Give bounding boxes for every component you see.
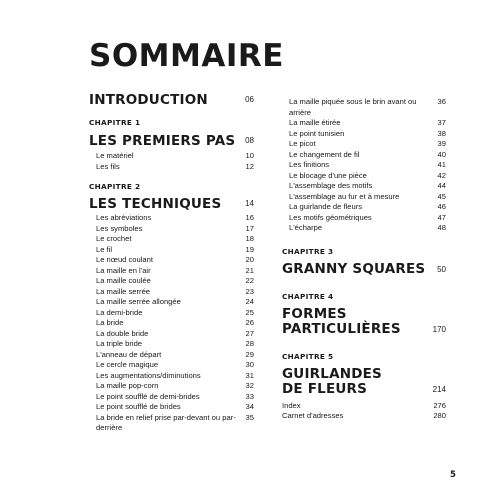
toc-item-page: 21 bbox=[245, 265, 254, 275]
toc-item-page: 34 bbox=[245, 402, 254, 411]
page-title: SOMMAIRE bbox=[89, 38, 284, 74]
toc-item-page: 36 bbox=[437, 97, 446, 106]
toc-item-page: 35 bbox=[245, 412, 254, 422]
toc-item-page: 27 bbox=[245, 328, 254, 338]
toc-item-page: 40 bbox=[437, 149, 446, 159]
toc-item[interactable] bbox=[89, 276, 254, 287]
toc-item-label: L'assemblage au fur et à mesure bbox=[289, 191, 400, 201]
toc-item[interactable] bbox=[282, 160, 446, 171]
toc-item[interactable] bbox=[89, 266, 254, 277]
toc-left-column bbox=[89, 93, 254, 434]
toc-item-label: Le nœud coulant bbox=[96, 255, 153, 264]
toc-item-label: La guirlande de fleurs bbox=[289, 202, 363, 211]
toc-item-page: 46 bbox=[437, 202, 446, 211]
toc-item-label: Carnet d'adresses bbox=[282, 411, 344, 420]
toc-item-page: 26 bbox=[245, 318, 254, 327]
toc-item-page: 18 bbox=[245, 234, 254, 243]
toc-item-page: 20 bbox=[245, 255, 254, 264]
toc-item-label: La maille pop-corn bbox=[96, 381, 159, 390]
toc-chapter-1-entry[interactable] bbox=[89, 134, 254, 149]
toc-item[interactable] bbox=[282, 139, 446, 150]
toc-item-label: La maille serrée bbox=[96, 286, 151, 296]
toc-item[interactable] bbox=[89, 392, 254, 403]
toc-item-label: La bride bbox=[96, 318, 124, 327]
toc-item-label: La triple bride bbox=[96, 339, 143, 348]
chapter-label: CHAPITRE 3 bbox=[282, 246, 334, 256]
toc-item[interactable] bbox=[282, 411, 446, 422]
toc-item-page: 33 bbox=[245, 391, 254, 401]
toc-item-page: 38 bbox=[437, 128, 446, 138]
toc-item-page: 12 bbox=[245, 161, 254, 171]
toc-item-label: L'écharpe bbox=[289, 223, 323, 232]
toc-item[interactable] bbox=[89, 234, 254, 245]
toc-item-label: L'assemblage des motifs bbox=[289, 181, 373, 190]
toc-item[interactable] bbox=[89, 329, 254, 340]
toc-item-page: 42 bbox=[437, 170, 446, 180]
toc-item-page: 28 bbox=[245, 339, 254, 348]
toc-item-page: 24 bbox=[245, 297, 254, 306]
toc-item-label: Les finitions bbox=[289, 160, 330, 169]
section-heading: LES TECHNIQUES bbox=[89, 196, 222, 212]
toc-item-label: Index bbox=[282, 400, 301, 410]
toc-item-page: 41 bbox=[437, 160, 446, 169]
toc-item-page: 45 bbox=[437, 191, 446, 201]
toc-item[interactable] bbox=[89, 360, 254, 371]
toc-item[interactable] bbox=[282, 192, 446, 203]
toc-chapter-5-entry[interactable] bbox=[282, 367, 446, 397]
toc-item[interactable] bbox=[282, 213, 446, 224]
toc-item[interactable] bbox=[89, 224, 254, 235]
toc-item[interactable] bbox=[282, 223, 446, 234]
toc-item-label: Les symboles bbox=[96, 223, 143, 233]
toc-item[interactable] bbox=[89, 318, 254, 329]
section-heading: FORMES PARTICULIÈRES bbox=[282, 305, 401, 337]
toc-item-page: 276 bbox=[433, 400, 446, 410]
toc-item-label: La maille en l'air bbox=[96, 265, 151, 275]
toc-item[interactable] bbox=[282, 181, 446, 192]
toc-item-label: Les augmentations/diminutions bbox=[96, 370, 201, 380]
toc-item[interactable] bbox=[282, 129, 446, 140]
toc-item-label: La maille serrée allongée bbox=[96, 297, 181, 306]
toc-item-label: Le point soufflé de brides bbox=[96, 402, 181, 411]
toc-item-label: La maille coulée bbox=[96, 276, 151, 285]
toc-item-page: 30 bbox=[245, 360, 254, 369]
toc-item[interactable] bbox=[282, 97, 446, 118]
toc-chapter-3-entry[interactable] bbox=[282, 262, 446, 277]
toc-item-page: 23 bbox=[245, 286, 254, 296]
toc-item-label: L'anneau de départ bbox=[96, 349, 162, 359]
toc-item-page: 17 bbox=[245, 223, 254, 233]
toc-item[interactable] bbox=[89, 350, 254, 361]
toc-chapter-2-entry[interactable] bbox=[89, 197, 254, 212]
toc-item-page: 22 bbox=[245, 276, 254, 285]
toc-item-label: La bride en relief prise par-devant ou par-derrière bbox=[96, 412, 236, 432]
toc-item-page: 37 bbox=[437, 118, 446, 127]
toc-item-page: 19 bbox=[245, 244, 254, 254]
toc-item-label: Le crochet bbox=[96, 234, 132, 243]
toc-item-label: Le point soufflé de demi-brides bbox=[96, 391, 200, 401]
section-heading: GUIRLANDES DE FLEURS bbox=[282, 365, 382, 397]
toc-item-label: La demi-bride bbox=[96, 307, 143, 317]
toc-item-page: 44 bbox=[437, 181, 446, 190]
toc-item-label: Le matériel bbox=[96, 151, 134, 160]
page-ref: 50 bbox=[437, 264, 446, 274]
toc-item[interactable] bbox=[89, 245, 254, 256]
toc-item-label: Les abréviations bbox=[96, 213, 152, 222]
page-ref: 08 bbox=[245, 136, 254, 145]
toc-item-label: Le fil bbox=[96, 244, 113, 254]
chapter-label: CHAPITRE 1 bbox=[89, 118, 141, 127]
toc-item[interactable] bbox=[89, 213, 254, 224]
toc-intro-entry[interactable] bbox=[89, 93, 254, 108]
toc-item-label: La double bride bbox=[96, 328, 149, 338]
section-heading: LES PREMIERS PAS bbox=[89, 133, 236, 149]
toc-item[interactable] bbox=[89, 402, 254, 413]
toc-item[interactable] bbox=[282, 150, 446, 161]
toc-item-page: 280 bbox=[433, 411, 446, 420]
toc-item-label: Les motifs géométriques bbox=[289, 212, 372, 222]
toc-item-page: 10 bbox=[245, 151, 254, 160]
toc-item[interactable] bbox=[282, 401, 446, 412]
toc-item[interactable] bbox=[89, 381, 254, 392]
toc-item-page: 48 bbox=[437, 223, 446, 232]
toc-item-page: 47 bbox=[437, 212, 446, 222]
toc-item[interactable] bbox=[89, 339, 254, 350]
toc-item-page: 25 bbox=[245, 307, 254, 317]
toc-item-page: 32 bbox=[245, 381, 254, 390]
toc-item[interactable] bbox=[282, 171, 446, 182]
toc-item[interactable] bbox=[89, 287, 254, 298]
toc-chapter-4-entry[interactable] bbox=[282, 307, 446, 337]
toc-item[interactable] bbox=[89, 297, 254, 308]
section-heading: GRANNY SQUARES bbox=[282, 260, 426, 277]
toc-item-page: 39 bbox=[437, 139, 446, 148]
chapter-label: CHAPITRE 2 bbox=[89, 182, 141, 191]
toc-item[interactable] bbox=[89, 255, 254, 266]
toc-item-label: Le changement de fil bbox=[289, 149, 360, 159]
toc-item-label: La maille étirée bbox=[289, 118, 341, 127]
toc-item-label: Le cercle magique bbox=[96, 360, 159, 369]
toc-item-label: Le blocage d'une pièce bbox=[289, 170, 367, 180]
toc-item[interactable] bbox=[89, 162, 254, 173]
toc-item[interactable] bbox=[282, 202, 446, 213]
toc-item[interactable] bbox=[89, 308, 254, 319]
toc-item[interactable] bbox=[282, 118, 446, 129]
toc-item-page: 29 bbox=[245, 349, 254, 359]
toc-item-page: 16 bbox=[245, 213, 254, 222]
toc-item[interactable] bbox=[89, 371, 254, 382]
toc-right-column bbox=[282, 97, 446, 422]
toc-item-label: Le point tunisien bbox=[289, 128, 345, 138]
page-ref: 214 bbox=[432, 384, 446, 394]
page-number: 5 bbox=[450, 470, 456, 480]
page-ref: 06 bbox=[245, 95, 254, 104]
chapter-label: CHAPITRE 5 bbox=[282, 351, 334, 361]
toc-item-label: La maille piquée sous le brin avant ou arrière bbox=[289, 97, 417, 117]
toc-item[interactable] bbox=[89, 151, 254, 162]
toc-item-label: Les fils bbox=[96, 161, 120, 171]
section-heading: INTRODUCTION bbox=[89, 92, 208, 108]
page-ref: 14 bbox=[245, 199, 254, 208]
toc-item-label: Le picot bbox=[289, 139, 316, 148]
toc-item-page: 31 bbox=[245, 370, 254, 380]
page-ref: 170 bbox=[432, 324, 446, 334]
toc-item[interactable] bbox=[89, 413, 254, 434]
chapter-label: CHAPITRE 4 bbox=[282, 291, 334, 301]
